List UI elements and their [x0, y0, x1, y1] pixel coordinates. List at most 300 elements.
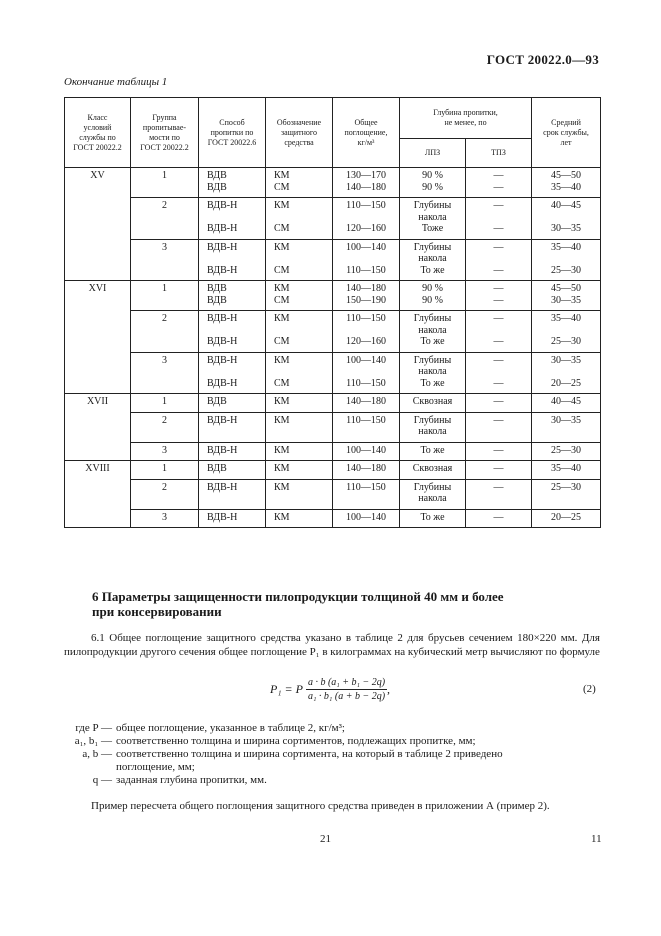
cell-line [466, 212, 531, 224]
cell-pogl [333, 352, 400, 394]
cell-klass [65, 412, 131, 442]
header-line: Общее [354, 117, 378, 127]
cell-line: ВДВ [207, 294, 227, 306]
cell-lpz [400, 479, 466, 509]
cell-pogl [333, 281, 400, 311]
col-tpz: ТПЗ [466, 139, 532, 168]
cell-tpz [466, 394, 532, 413]
cell-gruppa [131, 461, 199, 480]
cell-line: 110—150 [346, 414, 386, 426]
cell-pogl [333, 412, 400, 442]
cell-lpz [400, 168, 466, 198]
section-heading [92, 589, 542, 619]
cell-oboz [266, 281, 333, 311]
cell-oboz [266, 311, 333, 353]
cell-line: 110—150 [346, 313, 386, 324]
cell-line [65, 511, 130, 523]
cell-line: ВДВ-Н [207, 241, 238, 253]
cell-line [466, 366, 531, 378]
cell-klass [65, 442, 131, 461]
cell-srok [532, 461, 601, 480]
cell-pogl [333, 168, 400, 198]
cell-line: — [493, 241, 504, 253]
where-symbol: q — [92, 774, 112, 786]
cell-line: КМ [274, 313, 290, 324]
cell-line: накола [418, 324, 447, 336]
col-obshee-pogloshenie [333, 98, 400, 168]
cell-line: 3 [162, 444, 167, 456]
col-klass [65, 98, 131, 168]
cell-line: КМ [274, 463, 290, 474]
cell-line: Глубины [413, 241, 452, 253]
cell-gruppa [131, 479, 199, 509]
cell-line: СМ [274, 377, 290, 389]
table-row [65, 168, 601, 198]
cell-sposob [199, 442, 266, 461]
cell-line: 30—35 [551, 414, 582, 426]
cell-klass [65, 168, 131, 198]
cell-line: — [493, 336, 504, 347]
cell-line: Тоже [421, 223, 444, 234]
cell-lpz [400, 461, 466, 480]
cell-srok [532, 311, 601, 353]
section-title-line1: 6 Параметры защищенности пилопродукции толщиной 40 мм и более [92, 589, 504, 604]
where-item [64, 722, 600, 735]
cell-klass [65, 198, 131, 240]
where-symbol: a, b — [82, 748, 112, 760]
cell-line [65, 481, 130, 493]
cell-line: накола [418, 493, 447, 504]
cell-line [274, 253, 332, 265]
cell-line: 140—180 [346, 396, 386, 407]
formula-lhs: P₁ = P [270, 682, 303, 696]
cell-sposob [199, 412, 266, 442]
cell-line: накола [418, 211, 447, 223]
cell-lpz [400, 394, 466, 413]
cell-line: ВДВ-Н [207, 313, 238, 324]
cell-gruppa [131, 311, 199, 353]
formula-denominator: a₁ · b₁ (a + b − 2q) [307, 691, 386, 702]
cell-line [65, 414, 130, 426]
cell-pogl [333, 198, 400, 240]
cell-line: ВДВ [207, 170, 227, 181]
cell-klass [65, 509, 131, 528]
cell-gruppa [131, 168, 199, 198]
cell-srok [532, 352, 601, 394]
cell-tpz [466, 239, 532, 281]
cell-line: 110—150 [346, 200, 386, 211]
cell-line [65, 200, 130, 212]
cell-sposob [199, 461, 266, 480]
cell-line: КМ [274, 481, 290, 493]
cell-line: 30—35 [551, 294, 582, 306]
cell-line: 120—160 [346, 336, 386, 347]
cell-line: ВДВ-Н [207, 264, 238, 276]
cell-line [466, 253, 531, 265]
cell-line: — [493, 354, 504, 366]
table-row [65, 412, 601, 442]
cell-line: — [493, 481, 504, 493]
cell-line: 100—140 [346, 511, 386, 523]
cell-line: 1 [162, 170, 167, 181]
cell-srok [532, 479, 601, 509]
cell-line: — [493, 313, 504, 324]
col-gruppa [131, 98, 199, 168]
cell-line: ВДВ-Н [207, 336, 238, 347]
cell-klass [65, 394, 131, 413]
table-row [65, 311, 601, 353]
formula-fraction [306, 677, 387, 702]
cell-gruppa [131, 394, 199, 413]
cell-sposob [199, 311, 266, 353]
cell-line: То же [420, 377, 445, 389]
header-line: лет [560, 137, 572, 147]
cell-line: То же [420, 264, 445, 276]
where-text: заданная глубина пропитки, мм. [116, 774, 267, 786]
cell-sposob [199, 168, 266, 198]
cell-tpz [466, 352, 532, 394]
cell-srok [532, 168, 601, 198]
where-list [64, 722, 600, 787]
table-body [65, 168, 601, 528]
cell-line [532, 253, 600, 265]
cell-line: КМ [274, 414, 290, 426]
cell-line: — [493, 463, 504, 474]
cell-line: 110—150 [346, 264, 386, 276]
cell-line: 25—30 [551, 444, 582, 456]
cell-line: 100—140 [346, 241, 386, 253]
cell-line: СМ [274, 294, 290, 306]
cell-line: СМ [274, 336, 290, 347]
cell-pogl [333, 311, 400, 353]
cell-line: 2 [162, 313, 167, 324]
cell-line [207, 212, 265, 224]
cell-line: ВДВ [207, 396, 227, 407]
cell-line: 1 [162, 396, 167, 407]
cell-line: КМ [274, 396, 290, 407]
cell-lpz [400, 311, 466, 353]
cell-line: ВДВ [207, 463, 227, 474]
cell-line: 35—40 [551, 313, 582, 324]
cell-line: КМ [274, 511, 290, 523]
cell-line: 90 % [422, 170, 443, 181]
cell-line: 20—25 [551, 511, 582, 523]
table-row [65, 239, 601, 281]
cell-line: 140—180 [346, 283, 386, 294]
cell-srok [532, 509, 601, 528]
cell-line: XVII [86, 396, 109, 407]
paragraph-6-1: 6.1 Общее поглощение защитного средства указано в таблице 2 для брусьев сечением 180×220 мм. Для пилопродукции другого сечения общее поглощение P₁ в килограммах на кубический метр вычисляют по формуле [64, 632, 600, 658]
cell-line: Сквозная [412, 463, 453, 474]
table-row [65, 461, 601, 480]
cell-line: 120—160 [346, 223, 386, 234]
table-row [65, 394, 601, 413]
page-number: 21 [320, 833, 331, 845]
table-row [65, 198, 601, 240]
where-text: поглощение, мм; [116, 761, 195, 773]
cell-line: — [493, 444, 504, 456]
cell-tpz [466, 198, 532, 240]
cell-line [65, 444, 130, 456]
col-glubina [400, 98, 532, 139]
cell-gruppa [131, 281, 199, 311]
cell-line [274, 212, 332, 224]
cell-oboz [266, 168, 333, 198]
cell-line [532, 325, 600, 337]
cell-line: — [493, 511, 504, 523]
cell-line: — [493, 200, 504, 211]
cell-line: СМ [274, 264, 290, 276]
header-line: мости по [149, 132, 180, 142]
cell-srok [532, 412, 601, 442]
header-line: ГОСТ 20022.2 [73, 142, 122, 152]
cell-line: ВДВ-Н [207, 223, 238, 234]
cell-tpz [466, 479, 532, 509]
cell-pogl [333, 479, 400, 509]
where-symbol [64, 761, 116, 774]
cell-line: 1 [162, 283, 167, 294]
cell-line: — [493, 396, 504, 407]
header-line: Глубина пропитки, [433, 108, 498, 117]
cell-line: накола [418, 253, 447, 264]
cell-line [532, 366, 600, 378]
cell-oboz [266, 461, 333, 480]
cell-line: 130—170 [346, 170, 386, 181]
cell-line: — [493, 294, 504, 306]
cell-line: Глубины [413, 313, 452, 324]
cell-srok [532, 442, 601, 461]
where-text: соответственно толщина и ширина сортиментов, подлежащих пропитке, мм; [116, 735, 476, 747]
cell-sposob [199, 509, 266, 528]
cell-line: 3 [162, 511, 167, 523]
cell-line [65, 241, 130, 253]
cell-line: КМ [274, 170, 290, 181]
cell-line [532, 212, 600, 224]
header-line: поглощение, [344, 127, 388, 137]
cell-line: 2 [162, 200, 167, 211]
table-row [65, 352, 601, 394]
cell-lpz [400, 281, 466, 311]
cell-line: Глубины [413, 481, 452, 493]
section-title-line2: при консервировании [92, 604, 222, 619]
cell-line: 25—30 [551, 336, 582, 347]
header-line: защитного [280, 127, 317, 137]
table-caption: Окончание таблицы 1 [64, 76, 168, 88]
header-line: условий [83, 122, 112, 132]
cell-line: 3 [162, 241, 167, 253]
cell-line [65, 354, 130, 366]
cell-pogl [333, 394, 400, 413]
cell-line: 1 [162, 463, 167, 474]
col-lpz: ЛПЗ [400, 139, 466, 168]
cell-line: ВДВ-Н [207, 481, 238, 493]
col-oboznachenie [266, 98, 333, 168]
header-line: Группа [152, 112, 177, 122]
cell-tpz [466, 168, 532, 198]
cell-tpz [466, 281, 532, 311]
cell-line: — [493, 181, 504, 193]
cell-line [333, 366, 399, 378]
cell-line [333, 253, 399, 265]
cell-line: Сквозная [412, 396, 453, 407]
cell-gruppa [131, 509, 199, 528]
cell-oboz [266, 352, 333, 394]
cell-srok [532, 198, 601, 240]
cell-line: СМ [274, 181, 290, 193]
cell-srok [532, 394, 601, 413]
cell-line: 140—180 [346, 463, 386, 474]
cell-line: ВДВ-Н [207, 354, 238, 366]
header-line: средства [284, 137, 314, 147]
cell-line [333, 325, 399, 337]
cell-line [207, 366, 265, 378]
cell-klass [65, 311, 131, 353]
cell-lpz [400, 509, 466, 528]
standard-header: ГОСТ 20022.0—93 [486, 52, 599, 67]
cell-line: 140—180 [346, 181, 386, 193]
cell-line: накола [418, 426, 447, 437]
cell-line: То же [420, 444, 445, 456]
cell-line: То же [420, 336, 445, 347]
cell-line: ВДВ-Н [207, 511, 238, 523]
where-item [64, 748, 600, 761]
cell-srok [532, 281, 601, 311]
cell-line: Глубины [413, 414, 452, 426]
cell-oboz [266, 479, 333, 509]
cell-oboz [266, 394, 333, 413]
cell-line: XVIII [85, 463, 110, 474]
cell-line: То же [420, 511, 445, 523]
cell-line: 100—140 [346, 444, 386, 456]
header-line: ГОСТ 20022.6 [207, 137, 257, 147]
cell-line: 2 [162, 481, 167, 493]
cell-line: 45—50 [551, 283, 582, 294]
cell-line: ВДВ-Н [207, 377, 238, 389]
cell-sposob [199, 198, 266, 240]
cell-line: 40—45 [551, 200, 582, 211]
cell-pogl [333, 461, 400, 480]
where-symbol: a₁, b₁ — [74, 735, 112, 747]
col-sposob [199, 98, 266, 168]
cell-line [274, 325, 332, 337]
header-line: пропитывае- [142, 122, 187, 132]
col-srok [532, 98, 601, 168]
header-line: Класс [87, 112, 108, 122]
cell-tpz [466, 509, 532, 528]
cell-oboz [266, 509, 333, 528]
cell-line: 90 % [422, 181, 443, 193]
cell-lpz [400, 239, 466, 281]
cell-line: 110—150 [346, 481, 386, 493]
cell-line: — [493, 377, 504, 389]
cell-line: ВДВ-Н [207, 414, 238, 426]
where-text: общее поглощение, указанное в таблице 2, кг/м³; [116, 722, 345, 734]
cell-klass [65, 479, 131, 509]
cell-line: СМ [274, 223, 290, 234]
cell-gruppa [131, 412, 199, 442]
cell-line: 2 [162, 414, 167, 426]
cell-line: 45—50 [551, 170, 582, 181]
cell-line: XV [90, 170, 105, 181]
formula-number: (2) [583, 683, 596, 695]
cell-pogl [333, 442, 400, 461]
cell-line: КМ [274, 200, 290, 211]
cell-gruppa [131, 352, 199, 394]
header-line: кг/м³ [357, 137, 375, 147]
cell-line: КМ [274, 444, 290, 456]
where-item [64, 735, 600, 748]
cell-line: — [493, 283, 504, 294]
cell-line: накола [418, 366, 447, 377]
cell-klass [65, 239, 131, 281]
cell-line: — [493, 223, 504, 234]
cell-line: Глубины [413, 354, 452, 366]
cell-line: Глубины [413, 200, 452, 211]
cell-line: 30—35 [551, 223, 582, 234]
cell-gruppa [131, 239, 199, 281]
where-text: соответственно толщина и ширина сортимента, на который в таблице 2 приведено [116, 748, 503, 760]
cell-oboz [266, 442, 333, 461]
cell-lpz [400, 412, 466, 442]
cell-sposob [199, 239, 266, 281]
cell-line: ВДВ [207, 283, 227, 294]
cell-line: XVI [88, 283, 107, 294]
cell-line: — [493, 264, 504, 276]
cell-line: КМ [274, 241, 290, 253]
page-number-right: 11 [591, 833, 602, 845]
table-row [65, 479, 601, 509]
cell-sposob [199, 352, 266, 394]
cell-klass [65, 461, 131, 480]
cell-line: 40—45 [551, 396, 582, 407]
cell-line [466, 325, 531, 337]
cell-lpz [400, 442, 466, 461]
cell-line: 35—40 [551, 241, 582, 253]
cell-gruppa [131, 198, 199, 240]
cell-line: 25—30 [551, 481, 582, 493]
cell-line: ВДВ [207, 181, 227, 193]
paragraph-example: Пример пересчета общего поглощения защитного средства приведен в приложении А (пример 2). [91, 800, 550, 812]
table-row [65, 509, 601, 528]
cell-line: 110—150 [346, 377, 386, 389]
cell-line: КМ [274, 354, 290, 366]
cell-tpz [466, 412, 532, 442]
header-line: Средний [551, 117, 581, 127]
cell-line: 90 % [422, 294, 443, 306]
header-line: пропитки по [210, 127, 254, 137]
cell-gruppa [131, 442, 199, 461]
cell-oboz [266, 198, 333, 240]
table-row [65, 442, 601, 461]
cell-line: КМ [274, 283, 290, 294]
cell-line [207, 325, 265, 337]
where-item [64, 774, 600, 787]
cell-lpz [400, 352, 466, 394]
cell-sposob [199, 281, 266, 311]
cell-line [207, 253, 265, 265]
header-line: Обозначение [276, 117, 322, 127]
header-line: срок службы, [543, 127, 589, 137]
cell-line: 20—25 [551, 377, 582, 389]
formula [270, 677, 390, 702]
cell-line: 35—40 [551, 463, 582, 474]
table-row [65, 281, 601, 311]
cell-oboz [266, 239, 333, 281]
where-item [64, 761, 600, 774]
cell-srok [532, 239, 601, 281]
impregnation-table [64, 97, 601, 528]
cell-line: 150—190 [346, 294, 386, 306]
